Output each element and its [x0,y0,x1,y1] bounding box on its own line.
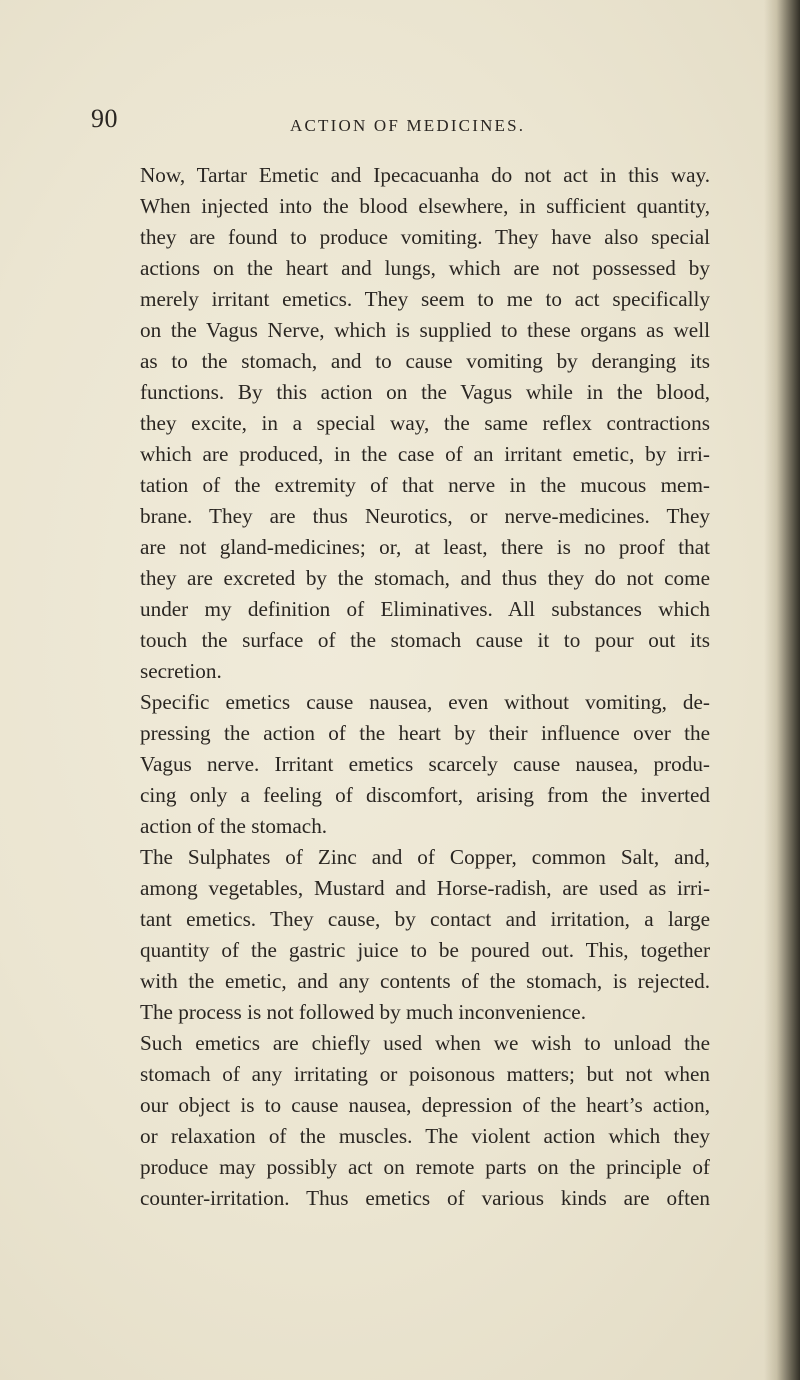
text-line: they are found to produce vomiting. They have also special [140,225,710,249]
text-line: are not gland-medicines; or, at least, there is no proof that [140,535,710,559]
text-line: counter-irritation. Thus emetics of various kinds are often [140,1186,710,1210]
text-line: pressing the action of the heart by their influence over the [140,721,710,745]
text-line: tant emetics. They cause, by contact and irritation, a large [140,907,710,931]
text-line: they are excreted by the stomach, and thus they do not come [140,566,710,590]
page-number: 90 [91,104,118,133]
text-line: actions on the heart and lungs, which are not possessed by [140,256,710,280]
running-head: ACTION OF MEDICINES. [290,116,526,135]
text-line: When injected into the blood elsewhere, in sufficient quantity, [140,194,710,218]
text-line: on the Vagus Nerve, which is supplied to these organs as well [140,318,710,342]
text-line: stomach of any irritating or poisonous matters; but not when [140,1062,710,1086]
text-line: action of the stomach. [140,814,328,838]
text-line: The Sulphates of Zinc and of Copper, common Salt, and, [140,845,710,869]
text-line: under my definition of Eliminatives. All substances which [140,597,710,621]
text-line: Now, Tartar Emetic and Ipecacuanha do not act in this way. [140,163,710,187]
text-line: The process is not followed by much inconvenience. [140,1000,586,1024]
text-line: which are produced, in the case of an irritant emetic, by irri- [140,442,710,466]
text-line: as to the stomach, and to cause vomiting by deranging its [140,349,710,373]
text-line: tation of the extremity of that nerve in the mucous mem- [140,473,710,497]
text-line: produce may possibly act on remote parts on the principle of [140,1155,710,1179]
text-line: cing only a feeling of discomfort, arising from the inverted [140,783,710,807]
text-line: brane. They are thus Neurotics, or nerve-medicines. They [140,504,710,528]
text-line: our object is to cause nausea, depression of the heart’s action, [140,1093,710,1117]
text-line: among vegetables, Mustard and Horse-radish, are used as irri- [140,876,710,900]
text-line: with the emetic, and any contents of the stomach, is rejected. [140,969,710,993]
page-edge-shadow [764,0,800,1380]
text-line: they excite, in a special way, the same reflex contractions [140,411,710,435]
text-line: Vagus nerve. Irritant emetics scarcely cause nausea, produ- [140,752,710,776]
text-line: quantity of the gastric juice to be poured out. This, together [140,938,710,962]
text-line: secretion. [140,659,222,683]
body-text [140,160,710,1214]
text-line: touch the surface of the stomach cause it to pour out its [140,628,710,652]
text-line: Such emetics are chiefly used when we wish to unload the [140,1031,710,1055]
text-line: functions. By this action on the Vagus while in the blood, [140,380,710,404]
text-line: Specific emetics cause nausea, even without vomiting, de- [140,690,710,714]
text-line: merely irritant emetics. They seem to me to act specifically [140,287,710,311]
text-line: or relaxation of the muscles. The violent action which they [140,1124,710,1148]
